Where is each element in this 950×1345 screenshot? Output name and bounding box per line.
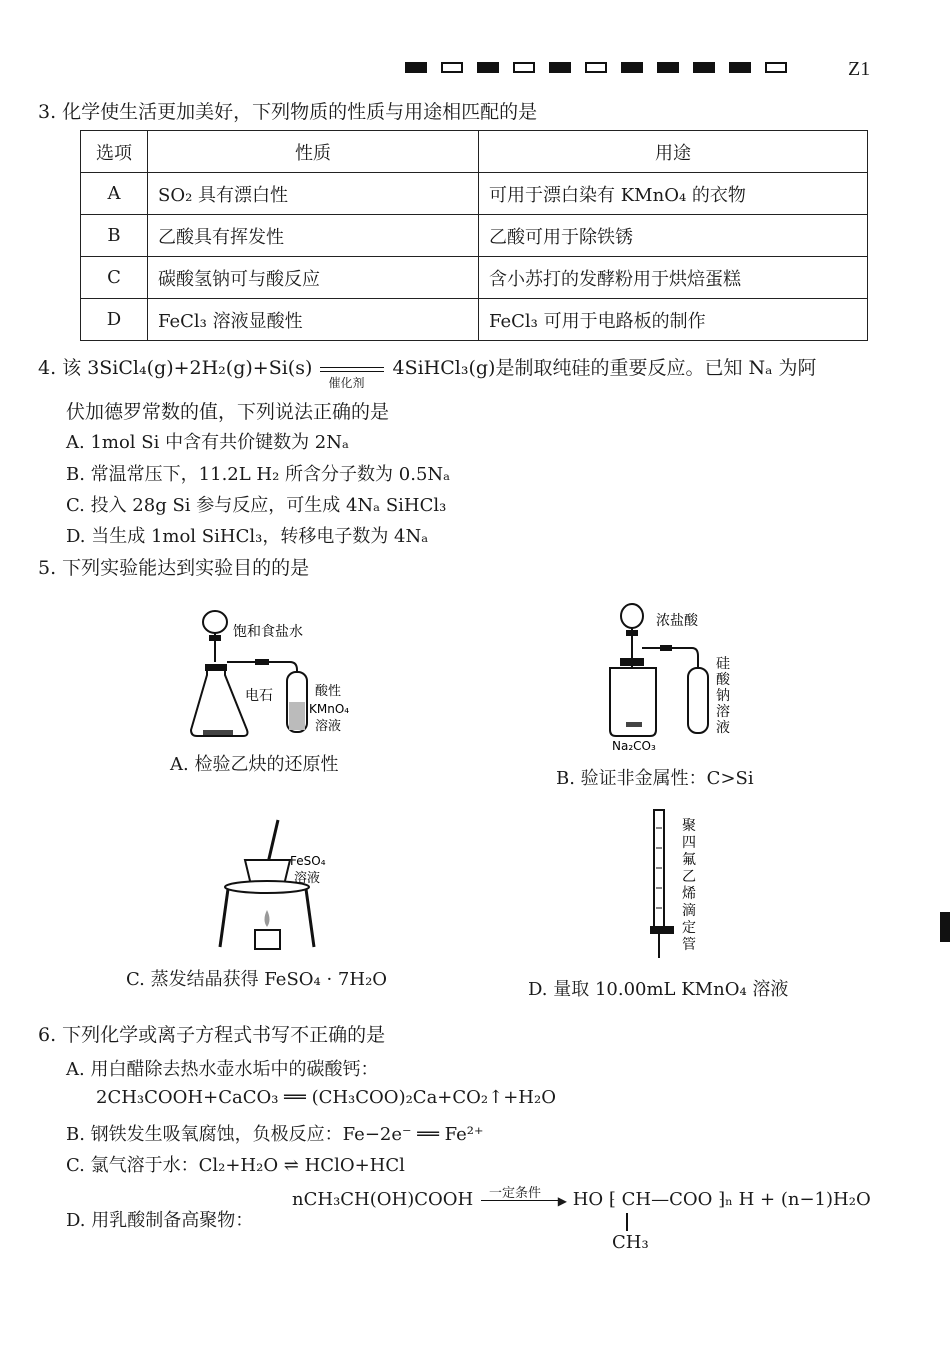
label: 烯	[682, 886, 696, 902]
caption-c: C. 蒸发结晶获得 FeSO₄ · 7H₂O	[126, 969, 388, 990]
q4-stem-pre: 4. 该 3SiCl₄(g)+2H₂(g)+Si(s)	[38, 357, 313, 379]
label: 管	[682, 937, 696, 953]
label: 氟	[682, 852, 696, 868]
q6-option-b: B. 钢铁发生吸氧腐蚀，负极反应：Fe−2e⁻ ══ Fe²⁺	[66, 1124, 484, 1145]
col-header: 选项	[81, 131, 148, 173]
cell: FeCl₃ 溶液显酸性	[148, 299, 479, 341]
bond-line	[626, 1213, 628, 1231]
alcohol-lamp	[255, 930, 280, 949]
label: 液	[716, 720, 730, 736]
label: 滴	[682, 903, 696, 919]
col-header: 用途	[479, 131, 868, 173]
mark	[657, 62, 679, 73]
mark	[513, 62, 535, 73]
q4-stem-line2: 伏加德罗常数的值，下列说法正确的是	[66, 401, 390, 423]
q6-option-d: D. 用乳酸制备高聚物：	[66, 1210, 254, 1231]
label: FeSO₄	[290, 854, 326, 868]
label: KMnO₄	[309, 702, 350, 716]
cell: C	[81, 257, 148, 299]
stopcock	[650, 926, 674, 934]
page-edge-tab	[940, 912, 950, 942]
mark	[765, 62, 787, 73]
cell: 乙酸具有挥发性	[148, 215, 479, 257]
cell: FeCl₃ 可用于电路板的制作	[479, 299, 868, 341]
apparatus-c-figure	[210, 815, 340, 955]
q6-option-a: A. 用白醋除去热水壶水垢中的碳酸钙：	[66, 1059, 379, 1080]
label: 四	[682, 835, 696, 851]
label: Na₂CO₃	[612, 739, 656, 753]
q6-option-a-equation: 2CH₃COOH+CaCO₃ ══ (CH₃COO)₂Ca+CO₂↑+H₂O	[96, 1087, 556, 1108]
label: 溶液	[294, 871, 321, 886]
paper-code: Z1	[848, 58, 871, 80]
caption-a: A. 检验乙炔的还原性	[170, 754, 339, 775]
mark	[621, 62, 643, 73]
lactic-acid: nCH₃CH(OH)COOH	[292, 1189, 474, 1210]
label: 钠	[716, 688, 730, 704]
label: 溶液	[315, 719, 342, 734]
methyl-group: CH₃	[612, 1232, 649, 1253]
mark	[693, 62, 715, 73]
label: 硅	[716, 656, 730, 672]
label: 乙	[682, 869, 696, 885]
mark	[405, 62, 427, 73]
q6-option-d-equation	[292, 1188, 871, 1212]
q4-stem-post: 4SiHCl₃(g)是制取纯硅的重要反应。已知 Nₐ 为阿	[392, 357, 817, 379]
table-row	[81, 215, 868, 257]
caption-d: D. 量取 10.00mL KMnO₄ 溶液	[528, 979, 789, 1000]
label: 电石	[245, 688, 273, 704]
cell: B	[81, 215, 148, 257]
cell: A	[81, 173, 148, 215]
cell: 可用于漂白染有 KMnO₄ 的衣物	[479, 173, 868, 215]
catalyst-label: 催化剂	[328, 376, 365, 390]
col-header: 性质	[148, 131, 479, 173]
apparatus-d-figure	[640, 808, 710, 968]
funnel-bulb	[203, 611, 227, 633]
mark	[585, 62, 607, 73]
polymer-product: HO ⁅ CH—COO ⁆ₙ H + (n−1)H₂O	[572, 1189, 871, 1210]
apparatus-a-figure	[185, 600, 375, 745]
label: 饱和食盐水	[233, 624, 303, 640]
reaction-arrow: 一定条件 ▶	[479, 1188, 567, 1212]
label: 浓盐酸	[656, 613, 698, 629]
q6-stem: 6. 下列化学或离子方程式书写不正确的是	[38, 1024, 386, 1046]
q4-option-b: B. 常温常压下，11.2L H₂ 所含分子数为 0.5Nₐ	[66, 464, 451, 485]
cell: 乙酸可用于除铁锈	[479, 215, 868, 257]
mark	[441, 62, 463, 73]
cell: SO₂ 具有漂白性	[148, 173, 479, 215]
q4-option-d: D. 当生成 1mol SiHCl₃，转移电子数为 4Nₐ	[66, 526, 429, 547]
cell: 含小苏打的发酵粉用于烘焙蛋糕	[479, 257, 868, 299]
caption-b: B. 验证非金属性：C>Si	[556, 768, 754, 789]
mark	[477, 62, 499, 73]
q6-option-c: C. 氯气溶于水：Cl₂+H₂O ⇌ HClO+HCl	[66, 1155, 405, 1176]
q4-option-c: C. 投入 28g Si 参与反应，可生成 4Nₐ SiHCl₃	[66, 495, 447, 516]
label: 聚	[682, 818, 696, 834]
apparatus-b-figure	[600, 598, 750, 758]
label: 酸	[716, 672, 730, 688]
label: 酸性	[315, 684, 342, 699]
mark	[729, 62, 751, 73]
table-header-row	[81, 131, 868, 173]
q5-stem: 5. 下列实验能达到实验目的的是	[38, 557, 310, 579]
table-row	[81, 299, 868, 341]
table-row	[81, 257, 868, 299]
mark	[549, 62, 571, 73]
q4-stem	[38, 353, 817, 390]
header-marks	[405, 62, 787, 73]
label: 定	[682, 920, 696, 936]
cell: 碳酸氢钠可与酸反应	[148, 257, 479, 299]
q3-table	[80, 130, 868, 341]
table-row	[81, 173, 868, 215]
equilibrium-arrow	[318, 358, 386, 390]
conical-flask	[191, 668, 248, 736]
q4-option-a: A. 1mol Si 中含有共价键数为 2Nₐ	[66, 432, 349, 453]
cell: D	[81, 299, 148, 341]
q3-stem: 3. 化学使生活更加美好，下列物质的性质与用途相匹配的是	[38, 101, 538, 123]
label: 溶	[716, 704, 730, 720]
condition-label: 一定条件	[488, 1186, 541, 1201]
